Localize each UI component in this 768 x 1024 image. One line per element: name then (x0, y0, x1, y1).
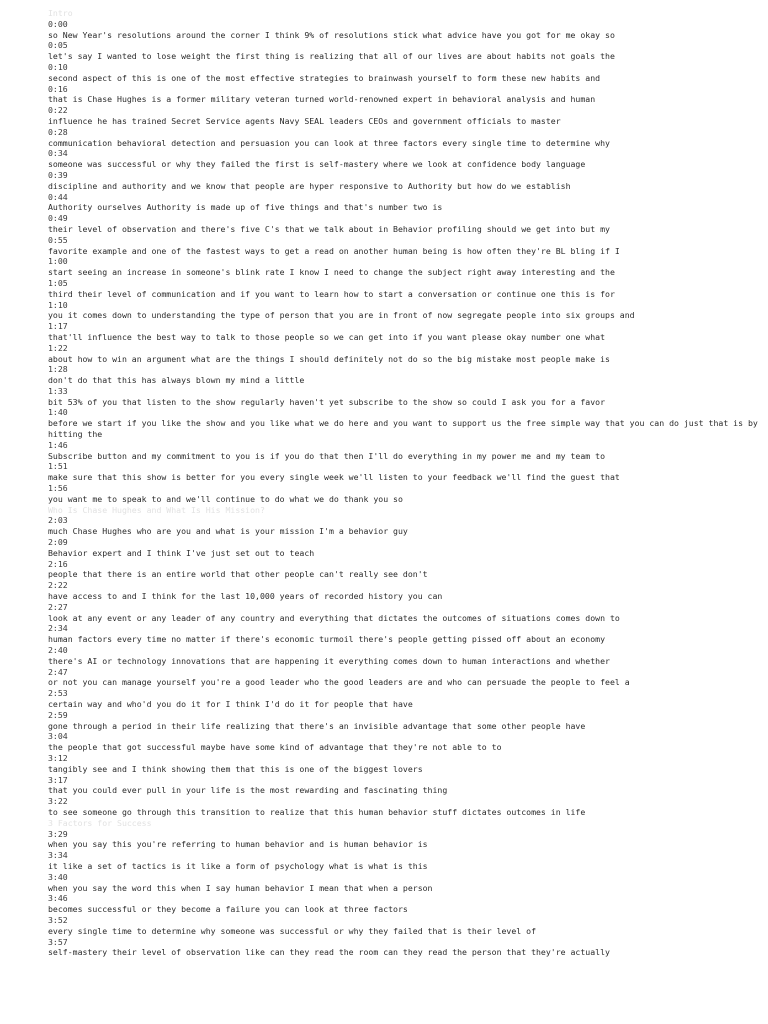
timestamp[interactable]: 1:33 (48, 385, 68, 396)
timestamp[interactable]: 0:22 (48, 105, 68, 116)
timestamp[interactable]: 1:56 (48, 483, 68, 494)
timestamp[interactable]: 3:40 (48, 871, 68, 882)
timestamp[interactable]: 0:00 (48, 18, 68, 29)
timestamp[interactable]: 2:34 (48, 623, 68, 634)
timestamp[interactable]: 0:55 (48, 234, 68, 245)
transcript-line: or not you can manage yourself you're a good leader who the good leaders are and who can persuade the people to feel a (48, 677, 630, 688)
transcript-line: influence he has trained Secret Service agents Navy SEAL leaders CEOs and government officials to master (48, 115, 561, 126)
transcript-line: there's AI or technology innovations that are happening it everything comes down to human interactions and whether (48, 655, 610, 666)
timestamp[interactable]: 1:00 (48, 256, 68, 267)
transcript-line: much Chase Hughes who are you and what is your mission I'm a behavior guy (48, 526, 408, 537)
transcript-line: discipline and authority and we know that people are hyper responsive to Authority but how do we establish (48, 180, 571, 191)
timestamp[interactable]: 1:28 (48, 364, 68, 375)
transcript-line: every single time to determine why someone was successful or why they failed that is their level of (48, 925, 536, 936)
transcript-line: certain way and who'd you do it for I think I'd do it for people that have (48, 699, 413, 709)
timestamp[interactable]: 1:22 (48, 342, 68, 353)
transcript-line: start seeing an increase in someone's blink rate I know I need to change the subject right away interesting and the (48, 267, 615, 278)
timestamp[interactable]: 0:10 (48, 61, 68, 72)
timestamp[interactable]: 2:27 (48, 601, 68, 612)
timestamp[interactable]: 0:34 (48, 148, 68, 159)
transcript-line: Behavior expert and I think I've just set out to teach (48, 547, 315, 558)
timestamp[interactable]: 1:17 (48, 321, 68, 332)
timestamp[interactable]: 1:10 (48, 299, 68, 310)
transcript-line: it like a set of tactics is it like a form of psychology what is what is this (48, 860, 428, 871)
chapter-heading: 3 Factors for Success (48, 817, 152, 828)
timestamp[interactable]: 0:49 (48, 213, 68, 224)
timestamp[interactable]: 0:28 (48, 126, 68, 137)
transcript-line: communication behavioral detection and persuasion you can look at three factors every single time to determine why (48, 137, 610, 148)
chapter-heading: Who Is Chase Hughes and What Is His Mission? (48, 504, 265, 515)
transcript-line: Subscribe button and my commitment to you is if you do that then I'll do everything in my power me and my team to (48, 450, 606, 461)
transcript-line: to see someone go through this transition to realize that this human behavior stuff dictates outcomes in life (48, 806, 586, 817)
transcript-line: the people that got successful maybe have some kind of advantage that they're not able to to (48, 742, 502, 753)
transcript-line: favorite example and one of the fastest ways to get a read on another human being is how often they're BL bling if I (48, 245, 620, 256)
transcript-line: make sure that this show is better for you every single week we'll listen to your feedback we'll find the guest that (48, 472, 620, 483)
timestamp[interactable]: 2:53 (48, 688, 68, 699)
transcript-line: so New Year's resolutions around the corner I think 9% of resolutions stick what advice have you got for me okay so (48, 29, 615, 40)
timestamp[interactable]: 0:05 (48, 40, 68, 51)
timestamp[interactable]: 0:44 (48, 191, 68, 202)
timestamp[interactable]: 1:46 (48, 439, 68, 450)
transcript-line: when you say this you're referring to human behavior and is human behavior is (48, 839, 428, 850)
timestamp[interactable]: 3:04 (48, 731, 68, 742)
timestamp[interactable]: 2:03 (48, 515, 68, 526)
transcript-line: let's say I wanted to lose weight the first thing is realizing that all of our lives are about habits not goals the (48, 51, 615, 62)
transcript-line: third their level of communication and if you want to learn how to start a conversation or continue one this is for (48, 288, 615, 299)
transcript-line: their level of observation and there's five C's that we talk about in Behavior profiling should we get into but my (48, 223, 610, 234)
timestamp[interactable]: 2:16 (48, 558, 68, 569)
transcript-line: have access to and I think for the last 10,000 years of recorded history you can (48, 591, 443, 602)
transcript-line: about how to win an argument what are the things I should definitely not do so the big mistake most people make is (48, 353, 610, 364)
transcript-line: someone was successful or why they failed the first is self-mastery where we look at confidence body language (48, 159, 586, 170)
transcript-line: human factors every time no matter if there's economic turmoil there's people getting pissed off about an economy (48, 634, 606, 645)
timestamp[interactable]: 3:57 (48, 936, 68, 947)
timestamp[interactable]: 3:52 (48, 914, 68, 925)
timestamp[interactable]: 1:51 (48, 461, 68, 472)
transcript-line: Authority ourselves Authority is made up of five things and that's number two is (48, 202, 443, 213)
timestamp[interactable]: 2:09 (48, 537, 68, 548)
timestamp[interactable]: 1:40 (48, 407, 68, 418)
transcript (48, 8, 764, 958)
transcript-line: second aspect of this is one of the most effective strategies to brainwash yourself to form these new habits and (48, 72, 601, 83)
timestamp[interactable]: 0:39 (48, 169, 68, 180)
timestamp[interactable]: 3:17 (48, 774, 68, 785)
transcript-line: bit 53% of you that listen to the show regularly haven't yet subscribe to the show so could I ask you for a favor (48, 396, 606, 407)
timestamp[interactable]: 1:05 (48, 277, 68, 288)
transcript-line: that is Chase Hughes is a former military veteran turned world-renowned expert in behavioral analysis and human (48, 94, 596, 105)
timestamp[interactable]: 3:46 (48, 893, 68, 904)
transcript-line: look at any event or any leader of any country and everything that dictates the outcomes of situations comes down to (48, 612, 620, 623)
transcript-line: gone through a period in their life realizing that there's an invisible advantage that some other people have (48, 720, 586, 731)
timestamp[interactable]: 2:47 (48, 666, 68, 677)
timestamp[interactable]: 3:12 (48, 752, 68, 763)
transcript-line: people that there is an entire world that other people can't really see don't (48, 569, 428, 580)
transcript-line: you want me to speak to and we'll continue to do what we do thank you so (48, 493, 403, 504)
timestamp[interactable]: 0:16 (48, 83, 68, 94)
transcript-line: when you say the word this when I say human behavior I mean that when a person (48, 882, 433, 893)
transcript-line: self-mastery their level of observation like can they read the room can they read the person that they're actually (48, 947, 610, 958)
timestamp[interactable]: 2:40 (48, 645, 68, 656)
transcript-line: don't do that this has always blown my mind a little (48, 375, 305, 386)
transcript-line: before we start if you like the show and you like what we do here and you want to support us the free simple way that you can do just that is by hitting the (48, 418, 763, 440)
transcript-line: becomes successful or they become a failure you can look at three factors (48, 904, 408, 915)
section-label: Intro (48, 8, 73, 18)
transcript-line: tangibly see and I think showing them that this is one of the biggest lovers (48, 763, 423, 774)
transcript-line: that you could ever pull in your life is the most rewarding and fascinating thing (48, 785, 448, 796)
transcript-line: that'll influence the best way to talk to those people so we can get into if you want please okay number one what (48, 331, 606, 342)
timestamp[interactable]: 3:22 (48, 796, 68, 807)
transcript-line: you it comes down to understanding the type of person that you are in front of now segregate people into six groups and (48, 310, 635, 321)
timestamp[interactable]: 2:59 (48, 709, 68, 720)
timestamp[interactable]: 3:29 (48, 828, 68, 839)
timestamp[interactable]: 3:34 (48, 850, 68, 861)
timestamp[interactable]: 2:22 (48, 580, 68, 591)
